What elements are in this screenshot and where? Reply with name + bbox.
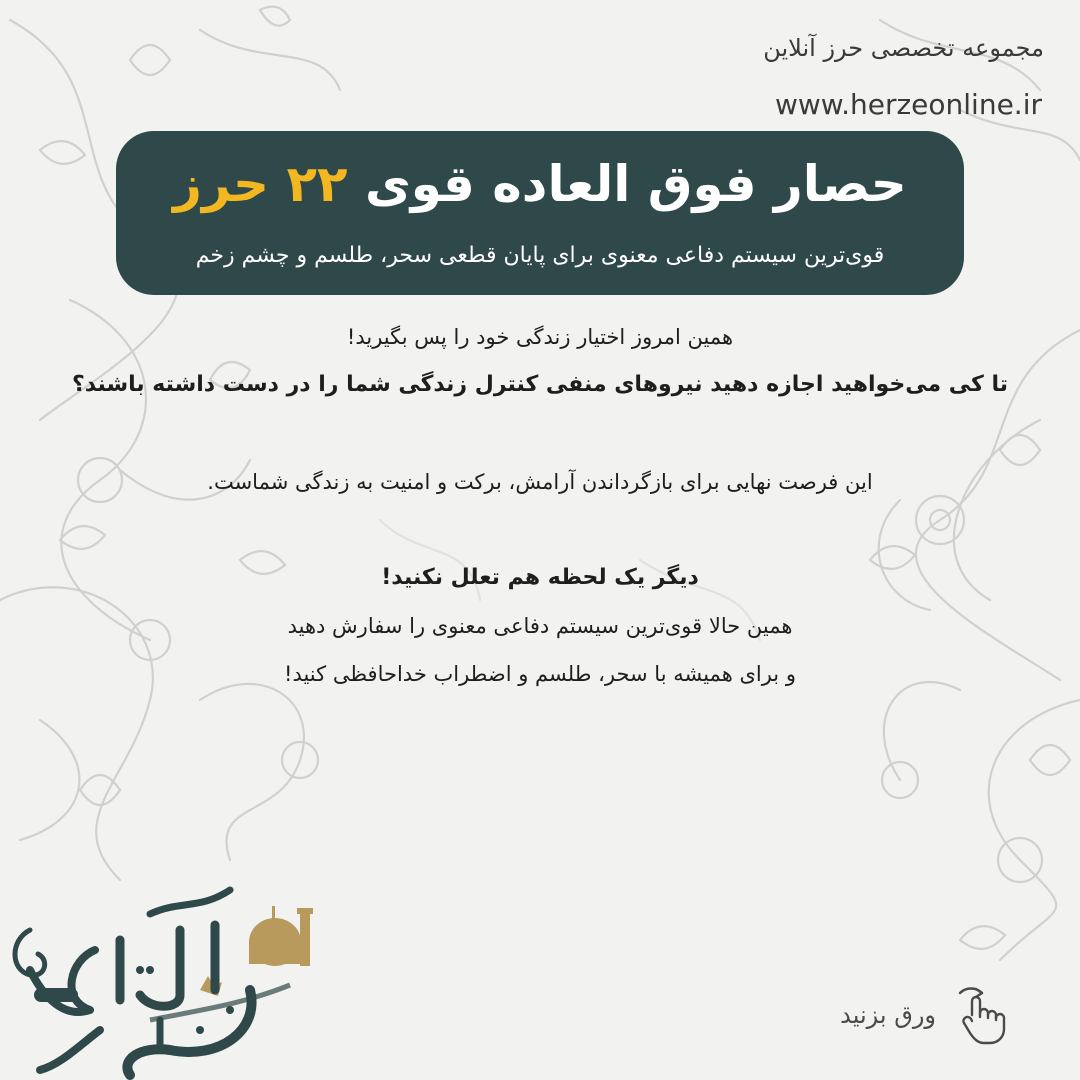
headline-banner	[116, 131, 964, 295]
body-line-1: همین امروز اختیار زندگی خود را پس بگیرید!	[346, 325, 734, 349]
body-line-6: و برای همیشه با سحر، طلسم و اضطراب خداحافظی کنید!	[284, 662, 796, 686]
body-line-5: همین حالا قوی‌ترین سیستم دفاعی معنوی را سفارش دهید	[287, 614, 793, 638]
hand-swipe-icon	[956, 985, 1010, 1045]
headline-title	[116, 155, 964, 213]
swipe-label: ورق بزنید	[840, 1001, 936, 1029]
body-line-2: تا کی می‌خواهید اجازه دهید نیروهای منفی کنترل زندگی شما را در دست داشته باشند؟	[72, 372, 1008, 397]
headline-title-main: حصار فوق العاده قوی	[364, 155, 907, 213]
body-line-3: این فرصت نهایی برای بازگرداندن آرامش، برکت و امنیت به زندگی شماست.	[207, 470, 873, 494]
body-line-4: دیگر یک لحظه هم تعلل نکنید!	[381, 565, 699, 590]
brand-url[interactable]: www.herzeonline.ir	[774, 88, 1042, 121]
headline-subtitle: قوی‌ترین سیستم دفاعی معنوی برای پایان قطعی سحر، طلسم و چشم زخم	[195, 243, 885, 268]
herz-online-logo	[0, 870, 340, 1080]
headline-title-accent: ۲۲ حرز	[173, 155, 348, 213]
swipe-hint[interactable]	[840, 985, 1010, 1045]
brand-title: مجموعه تخصصی حرز آنلاین	[763, 34, 1044, 62]
